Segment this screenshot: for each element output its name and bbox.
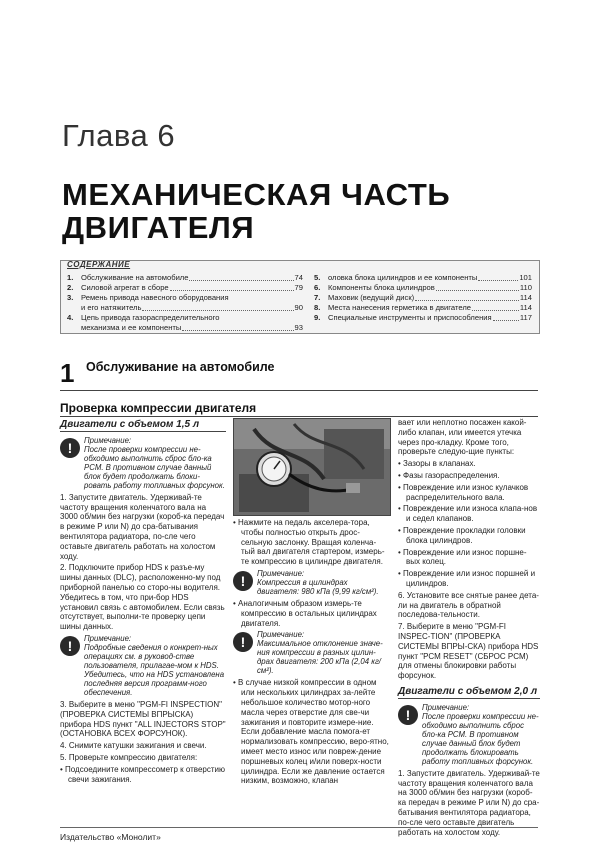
toc-item-number: 1.	[67, 273, 74, 282]
bullet-item: • Подсоедините компрессометр к отверстию свечи зажигания.	[60, 764, 225, 784]
paragraph: вает или неплотно посажен какой-либо клапан, или имеется утечка через про-кладку. Кроме того, проверьте следую-щие пункты:	[398, 418, 527, 457]
note-text: Максимальное отклонение значе-ния компрессии в разных цилин-драх двигателя: 200 кПа (2,04 кг/см²).	[257, 639, 383, 676]
paragraph: 1. Запустите двигатель. Удерживай-те частоту вращения коленчатого вала на 3000 об/мин без нагрузки (короб-ка передач в режиме P или N) до сра-батывания вентилятора радиатора, по-сле чего оставьте двигатель работать на холостом ходу.	[398, 768, 540, 837]
chapter-label: Глава 6	[62, 118, 176, 153]
toc-item-page: 101	[519, 273, 532, 282]
paragraph: 4. Снимите катушки зажигания и свечи.	[60, 741, 207, 751]
paragraph: 3. Выберите в меню "PGM-FI INSPECTION" (ПРОВЕРКА СИСТЕМЫ ВПРЫСКА) прибора HDS пункт "ALL INJECTORS STOP" (ОСТАНОВКА ВСЕХ ФОРСУНОК).	[60, 699, 226, 739]
paragraph: 5. Проверьте компрессию двигателя:	[60, 752, 198, 762]
toc-item[interactable]	[314, 283, 532, 293]
toc-item-number: 8.	[314, 303, 321, 312]
toc-item-text: Силовой агрегат в сборе	[81, 283, 169, 292]
toc-item-page: 90	[294, 303, 303, 312]
toc-item[interactable]	[67, 273, 303, 283]
toc-heading: СОДЕРЖАНИЕ	[67, 260, 131, 269]
toc-item-page: 79	[294, 283, 303, 292]
toc-item-page: 110	[519, 283, 532, 292]
toc-item-page: 114	[519, 293, 532, 302]
toc-item-number: 4.	[67, 313, 74, 322]
bullet-item: • Зазоры в клапанах.	[398, 459, 476, 469]
toc-item-text: Цепь привода газораспределительного	[81, 313, 220, 322]
toc-item-number: 5.	[314, 273, 321, 282]
bullet-item: • Повреждение или износ поршне-вых колец.	[398, 547, 527, 567]
engine-heading: Двигатели с объемом 2,0 л	[398, 687, 540, 699]
note-box	[233, 630, 389, 675]
toc-item-text: Места нанесения герметика в двигателе	[328, 303, 471, 312]
toc-item-number: 7.	[314, 293, 321, 302]
exclamation-icon: !	[60, 636, 80, 656]
toc-right-column	[314, 273, 532, 323]
text-column-3	[398, 418, 540, 839]
section-divider	[60, 390, 538, 391]
exclamation-icon: !	[398, 705, 418, 725]
toc-item[interactable]	[67, 313, 303, 333]
toc-item[interactable]	[314, 293, 532, 303]
bullet-item: • Повреждение прокладки головки блока цилиндров.	[398, 525, 526, 545]
toc-item-text: Ремень привода навесного оборудования	[81, 293, 229, 302]
bullet-item: • Аналогичным образом измерь-те компрессию в остальных цилиндрах двигателя.	[233, 598, 377, 628]
engine-compression-gauge-photo	[233, 418, 391, 516]
subsection-divider	[60, 416, 538, 417]
note-box	[60, 436, 226, 490]
paragraph: 2. Подключите прибор HDS к разъе-му шины данных (DLC), расположенно-му под приборной панелью со сторо-ны водителя. Убедитесь в том, что при-бор HDS установил связь с автомобилем. Если связь отсутствует, выполни-те проверку цепи шины данных.	[60, 563, 225, 632]
note-heading: Примечание:	[84, 435, 132, 445]
table-of-contents	[60, 260, 540, 334]
toc-left-column	[67, 273, 303, 333]
toc-item-page: 114	[519, 303, 532, 312]
toc-item[interactable]	[314, 273, 532, 283]
bullet-item: • Повреждение или износ поршней и цилиндров.	[398, 569, 536, 588]
toc-item-text: Специальные инструменты и приспособления	[328, 313, 492, 322]
toc-item-number: 6.	[314, 283, 321, 292]
bullet-item: • Повреждение или износа клапа-нов и седел клапанов.	[398, 504, 538, 524]
section-title: Обслуживание на автомобиле	[86, 360, 275, 374]
bullet-item: • Нажмите на педаль акселера-тора, чтобы полностью открыть дрос-сельную заслонку. Вращая коленча-тый вал двигателя стартером, измерь-те компрессию в цилиндре двигателя.	[233, 518, 385, 567]
exclamation-icon: !	[60, 438, 80, 458]
toc-item-number: 9.	[314, 313, 321, 322]
subsection-title: Проверка компрессии двигателя	[60, 401, 257, 415]
note-box	[398, 703, 540, 766]
paragraph: 1. Запустите двигатель. Удерживай-те частоту вращения коленчатого вала на 3000 об/мин без нагрузки (короб-ка передач в режиме P или N) до сра-батывания вентилятора радиатора, по-сле чего оставьте двигатель работать на холостом ходу.	[60, 492, 225, 561]
toc-item-text: оловка блока цилиндров и ее компоненты	[328, 273, 478, 282]
note-text: Подробные сведения о конкрет-ных операциях см. в руковод-стве пользователя, прилагае-мом к HDS. Убедитесь, что на HDS установлена последняя версия программ-ного обеспечения.	[84, 642, 225, 697]
toc-item[interactable]	[67, 283, 303, 293]
toc-item-number: 3.	[67, 293, 74, 302]
bullet-item: • В случае низкой компрессии в одном или нескольких цилиндрах за-лейте небольшое количество мотор-ного масла через отверстие для све-чи зажигания и повторите измере-ние. Если добавление масла помога-ет нормализовать компрессию, веро-ятно, имеет место износ или повреж-дение поршневых колец и/или поверх-ности цилиндра. Если же давление остается низким, возможно, клапан	[233, 678, 389, 786]
toc-item[interactable]	[314, 313, 532, 323]
toc-item-text-cont: и его натяжитель	[81, 303, 142, 312]
toc-item-text-cont: механизма и ее компоненты	[81, 323, 182, 332]
chapter-title-line2: ДВИГАТЕЛЯ	[62, 210, 255, 245]
toc-item-text: Компоненты блока цилиндров	[328, 283, 435, 292]
text-column-1	[60, 420, 226, 786]
footer-divider	[60, 827, 538, 828]
paragraph: 7. Выберите в меню "PGM-FI INSPEC-TION" (ПРОВЕРКА СИСТЕМЫ ВПРЫ-СКА) прибора HDS пункт "PCM RESET" (СБРОС PCM) для отмены блокировки работы форсунок.	[398, 622, 539, 681]
note-heading: Примечание:	[257, 568, 305, 578]
note-text: После проверки компрессии не-обходимо выполнить сброс бло-ка PCM. В противном случае данный блок будет продолжать блокировать работу топливных форсунок.	[422, 711, 539, 766]
toc-item-text: Обслуживание на автомобиле	[81, 273, 189, 282]
publisher-footer: Издательство «Монолит»	[60, 832, 161, 842]
note-text: После проверки компрессии не-обходимо выполнить сброс бло-ка PCM. В противном случае данный блок будет продолжать блоки-ровать работу топливных форсунок.	[84, 444, 225, 490]
toc-item[interactable]	[67, 293, 303, 313]
note-box	[60, 634, 226, 697]
exclamation-icon: !	[233, 571, 253, 591]
toc-item[interactable]	[314, 303, 532, 313]
section-number: 1	[60, 358, 75, 388]
chapter-title-line1: МЕХАНИЧЕСКАЯ ЧАСТЬ	[62, 177, 451, 212]
note-heading: Примечание:	[257, 630, 305, 640]
note-heading: Примечание:	[422, 702, 470, 712]
exclamation-icon: !	[233, 632, 253, 652]
engine-heading: Двигатели с объемом 1,5 л	[60, 420, 226, 432]
toc-item-page: 93	[294, 323, 303, 332]
toc-item-page: 74	[294, 273, 303, 282]
toc-item-text: Маховик (ведущий диск)	[328, 293, 415, 302]
chapter-title	[62, 178, 450, 244]
note-box	[233, 569, 389, 596]
bullet-item: • Повреждение или износ кулачков распределительного вала.	[398, 482, 529, 502]
note-text: Компрессия в цилиндрах двигателя: 980 кПа (9,99 кг/см²).	[257, 577, 379, 596]
toc-item-page: 117	[519, 313, 532, 322]
paragraph: 6. Установите все снятые ранее дета-ли на двигатель в обратной последова-тельности.	[398, 590, 539, 620]
note-heading: Примечание:	[84, 633, 132, 643]
text-column-2	[233, 518, 389, 788]
bullet-item: • Фазы газораспределения.	[398, 470, 500, 480]
engine-photo-illustration	[234, 419, 390, 515]
toc-item-number: 2.	[67, 283, 74, 292]
